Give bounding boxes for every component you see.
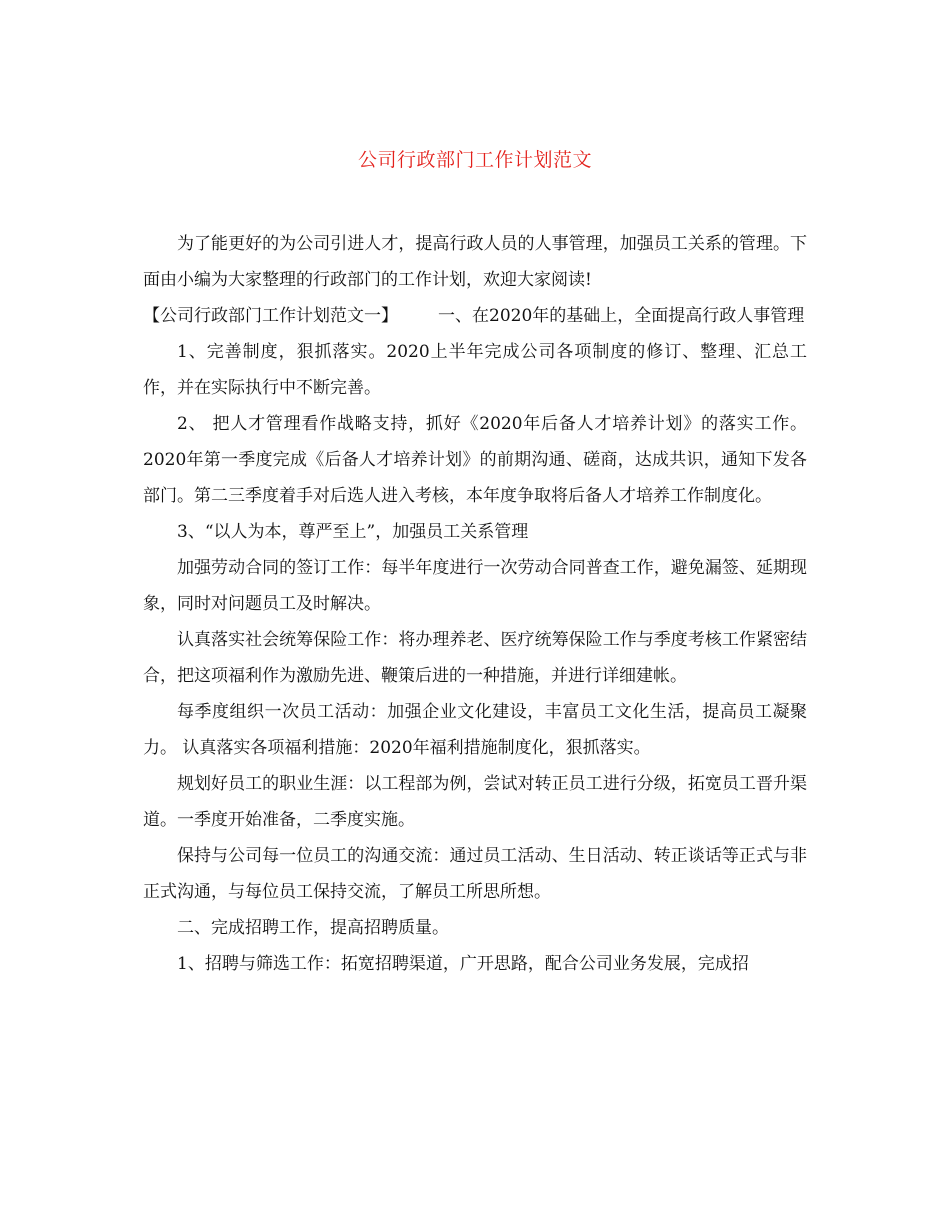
- paragraph-5: 认真落实社会统筹保险工作：将办理养老、医疗统筹保险工作与季度考核工作紧密结合，把这项福利作为激励先进、鞭策后进的一种措施，并进行详细建帐。: [143, 630, 807, 686]
- paragraph-6: 每季度组织一次员工活动：加强企业文化建设，丰富员工文化生活，提高员工凝聚力。 认真落实各项福利措施：2020年福利措施制度化，狠抓落实。: [143, 702, 807, 758]
- paragraph-9: 二、完成招聘工作，提高招聘质量。: [177, 918, 449, 938]
- paragraph-2: 2、 把人才管理看作战略支持，抓好《2020年后备人才培养计划》的落实工作。2020年第一季度完成《后备人才培养计划》的前期沟通、磋商，达成共识，通知下发各部门。第二三季度着手对后选人进入考核，本年度争取将后备人才培养工作制度化。: [143, 414, 807, 506]
- paragraph-10: 1、招聘与筛选工作：拓宽招聘渠道，广开思路，配合公司业务发展，完成招: [177, 954, 749, 974]
- paragraph-4: 加强劳动合同的签订工作：每半年度进行一次劳动合同普查工作，避免漏签、延期现象，同时对问题员工及时解决。: [143, 558, 807, 614]
- section-heading: 【公司行政部门工作计划范文一】: [143, 306, 398, 326]
- paragraph-1: 1、完善制度，狠抓落实。2020上半年完成公司各项制度的修订、整理、汇总工作，并在实际执行中不断完善。: [143, 342, 807, 398]
- document-title: 公司行政部门工作计划范文: [357, 149, 592, 171]
- document-body: [143, 226, 807, 982]
- paragraph-8: 保持与公司每一位员工的沟通交流：通过员工活动、生日活动、转正谈话等正式与非正式沟通，与每位员工保持交流，了解员工所思所想。: [143, 846, 807, 902]
- paragraph-7: 规划好员工的职业生涯：以工程部为例，尝试对转正员工进行分级，拓宽员工晋升渠道。一季度开始准备，二季度实施。: [143, 774, 807, 830]
- section-first-item: 一、在2020年的基础上，全面提高行政人事管理: [438, 306, 805, 326]
- paragraph-3: 3、“以人为本，尊严至上”，加强员工关系管理: [177, 522, 529, 542]
- intro-paragraph: 为了能更好的为公司引进人才，提高行政人员的人事管理，加强员工关系的管理。下面由小编为大家整理的行政部门的工作计划，欢迎大家阅读!: [143, 234, 807, 290]
- section-heading-line: [143, 298, 807, 334]
